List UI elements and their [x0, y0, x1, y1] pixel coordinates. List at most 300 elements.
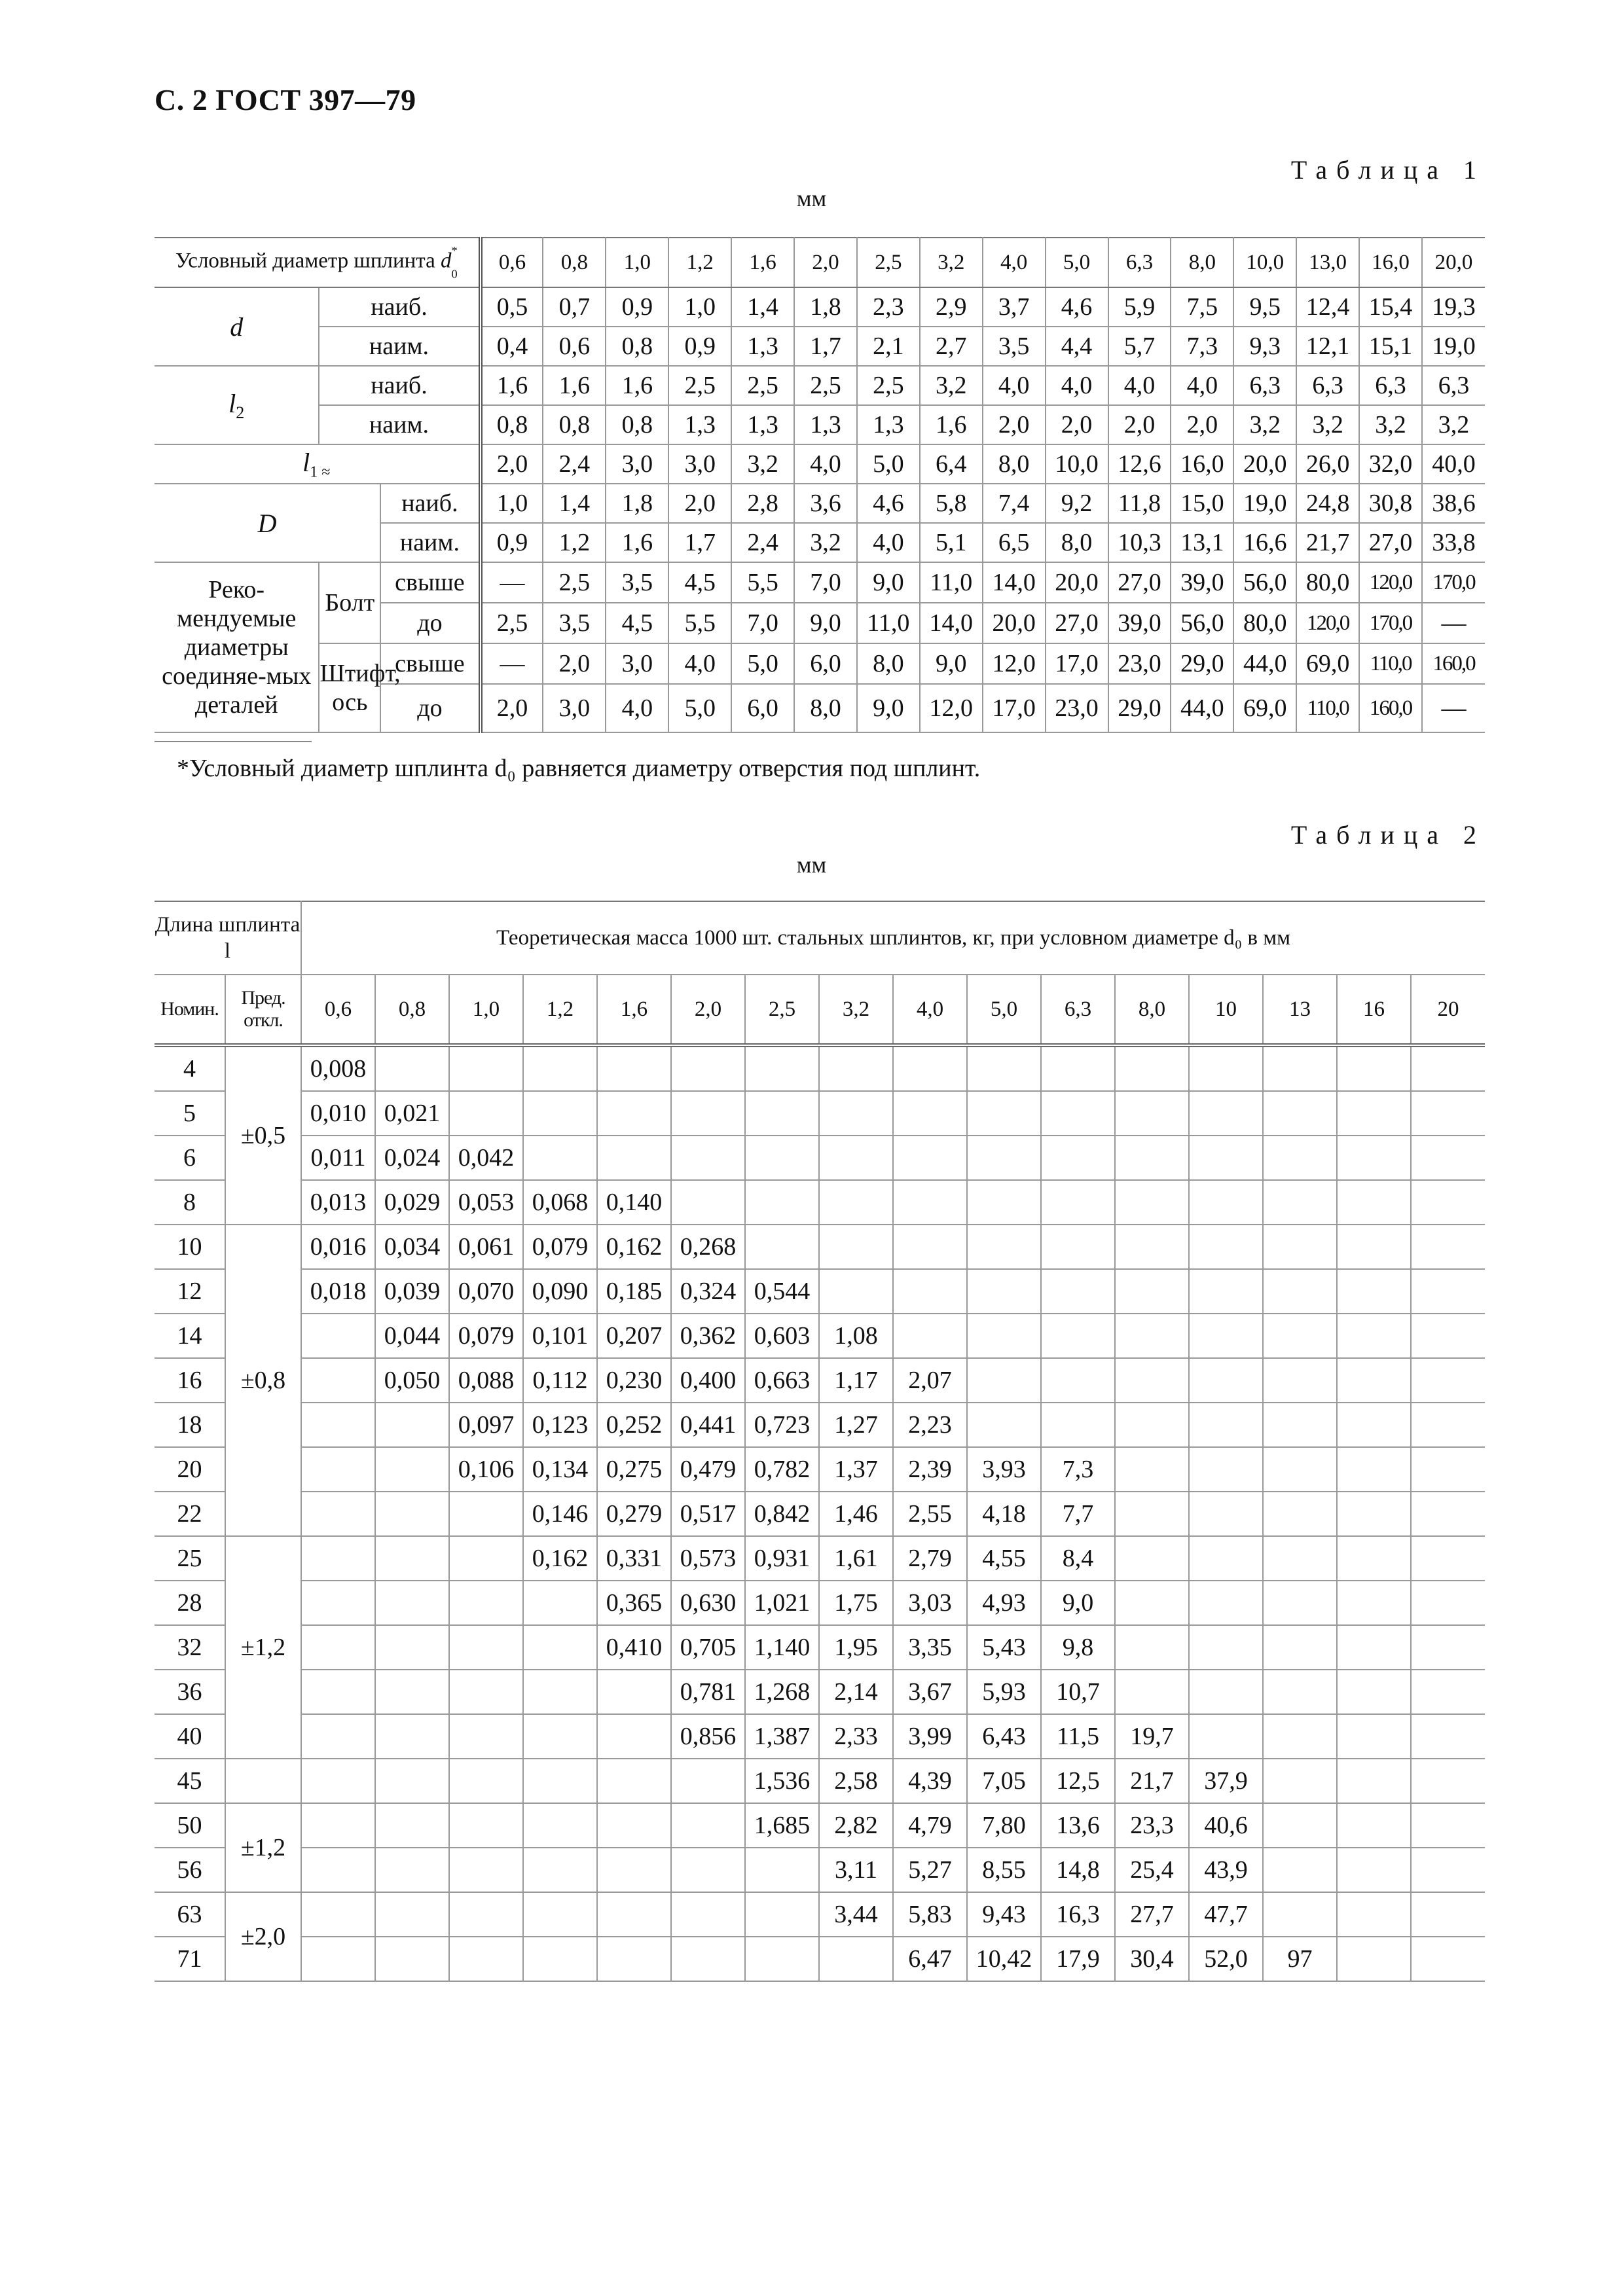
mass-value: [523, 1670, 597, 1714]
d-min-value: 0,4: [481, 327, 543, 366]
mass-value: [1337, 1045, 1411, 1091]
table2-caption: Таблица 2: [1290, 820, 1486, 850]
mass-value: [1115, 1314, 1189, 1358]
mass-value: [1189, 1045, 1263, 1091]
table-row: [155, 562, 1485, 603]
mass-value: 0,024: [375, 1136, 449, 1180]
mass-value: 0,061: [449, 1225, 523, 1269]
d-min-value: 15,1: [1359, 327, 1422, 366]
mass-value: 0,842: [745, 1492, 819, 1536]
l2-max-value: 6,3: [1233, 366, 1296, 405]
to-label: до: [380, 603, 480, 643]
d-min-value: 1,3: [731, 327, 794, 366]
mass-value: 7,05: [967, 1759, 1041, 1803]
mass-value: 0,544: [745, 1269, 819, 1314]
l2-max-value: 4,0: [983, 366, 1046, 405]
mass-value: [819, 1136, 893, 1180]
mass-value: [1411, 1803, 1485, 1848]
mass-value: [1337, 1180, 1411, 1225]
D-max-value: 2,8: [731, 484, 794, 523]
diameter-header-cell: 1,6: [731, 238, 794, 287]
mass-value: [1115, 1045, 1189, 1091]
mass-value: [375, 1670, 449, 1714]
D-min-value: 1,7: [668, 523, 731, 562]
pin-to-value: 17,0: [983, 684, 1046, 732]
pin-to-value: 29,0: [1108, 684, 1171, 732]
mass-value: [597, 1892, 671, 1937]
mass-value: [1189, 1403, 1263, 1447]
mass-value: [1115, 1447, 1189, 1492]
mass-value: [1411, 1447, 1485, 1492]
pin-to-value: 12,0: [920, 684, 983, 732]
mass-value: 0,044: [375, 1314, 449, 1358]
mass-value: 2,82: [819, 1803, 893, 1848]
pin-over-value: 6,0: [794, 643, 857, 684]
mass-value: 2,39: [893, 1447, 967, 1492]
D-min-value: 33,8: [1422, 523, 1485, 562]
mass-value: 4,18: [967, 1492, 1041, 1536]
mass-value: [301, 1314, 375, 1358]
mass-value: 0,029: [375, 1180, 449, 1225]
mass-value: 0,097: [449, 1403, 523, 1447]
mass-value: [1337, 1937, 1411, 1981]
length-value: 25: [155, 1536, 225, 1581]
mass-value: [1337, 1314, 1411, 1358]
d-max-value: 3,7: [983, 287, 1046, 327]
diameter-header-cell: 13: [1263, 975, 1337, 1045]
mass-value: 8,55: [967, 1848, 1041, 1892]
mass-value: [745, 1937, 819, 1981]
mass-value: 6,47: [893, 1937, 967, 1981]
mass-value: 52,0: [1189, 1937, 1263, 1981]
l2-max-value: 1,6: [543, 366, 606, 405]
mass-value: 3,99: [893, 1714, 967, 1759]
mass-value: [1411, 1536, 1485, 1581]
pin-to-value: —: [1422, 684, 1485, 732]
mass-value: [523, 1714, 597, 1759]
mass-value: [449, 1937, 523, 1981]
mass-value: [1189, 1225, 1263, 1269]
mass-value: [893, 1136, 967, 1180]
pin-over-value: 69,0: [1296, 643, 1359, 684]
mass-value: [1337, 1358, 1411, 1403]
table-row: [155, 1803, 1485, 1848]
mass-value: [1411, 1269, 1485, 1314]
d-max-value: 0,5: [481, 287, 543, 327]
mass-value: [1115, 1403, 1189, 1447]
mass-value: [893, 1045, 967, 1091]
D-max-value: 2,0: [668, 484, 731, 523]
mass-value: [375, 1848, 449, 1892]
bolt-over-value: —: [481, 562, 543, 603]
table-row: [155, 1581, 1485, 1625]
diameter-header-cell: 0,8: [375, 975, 449, 1045]
d-min-value: 12,1: [1296, 327, 1359, 366]
l1-value: 16,0: [1171, 444, 1233, 484]
mass-value: 10,7: [1041, 1670, 1115, 1714]
bolt-label: Болт: [319, 562, 380, 643]
table-row: [155, 1759, 1485, 1803]
mass-value: [1337, 1536, 1411, 1581]
mass-value: 0,782: [745, 1447, 819, 1492]
D-max-value: 5,8: [920, 484, 983, 523]
bolt-over-value: 5,5: [731, 562, 794, 603]
mass-value: 2,07: [893, 1358, 967, 1403]
D-max-value: 24,8: [1296, 484, 1359, 523]
mass-value: 5,27: [893, 1848, 967, 1892]
length-value: 71: [155, 1937, 225, 1981]
mass-value: [375, 1045, 449, 1091]
table-row: [155, 1403, 1485, 1447]
mass-value: 0,331: [597, 1536, 671, 1581]
bolt-over-value: 120,0: [1359, 562, 1422, 603]
mass-value: [967, 1091, 1041, 1136]
mass-value: 0,252: [597, 1403, 671, 1447]
l2-max-value: 2,5: [668, 366, 731, 405]
mass-value: [375, 1403, 449, 1447]
tolerance-header: Пред. откл.: [225, 975, 301, 1045]
mass-value: [893, 1225, 967, 1269]
tolerance-value: ±0,5: [225, 1045, 301, 1225]
length-value: 12: [155, 1269, 225, 1314]
l1-value: 3,0: [668, 444, 731, 484]
mass-value: 6,43: [967, 1714, 1041, 1759]
l2-min-value: 2,0: [1046, 405, 1108, 444]
diameter-header-cell: 0,6: [301, 975, 375, 1045]
bolt-over-value: 20,0: [1046, 562, 1108, 603]
D-min-value: 27,0: [1359, 523, 1422, 562]
max-label: наиб.: [380, 484, 480, 523]
d-min-value: 2,7: [920, 327, 983, 366]
mass-value: [1337, 1447, 1411, 1492]
mass-value: 3,44: [819, 1892, 893, 1937]
mass-value: [597, 1670, 671, 1714]
l2-max-value: 3,2: [920, 366, 983, 405]
D-max-value: 4,6: [857, 484, 920, 523]
mass-value: [597, 1759, 671, 1803]
mass-value: 0,123: [523, 1403, 597, 1447]
table1-unit: мм: [796, 185, 827, 211]
D-min-value: 6,5: [983, 523, 1046, 562]
mass-value: 0,021: [375, 1091, 449, 1136]
mass-value: [301, 1937, 375, 1981]
diameter-header-cell: 13,0: [1296, 238, 1359, 287]
mass-value: [523, 1848, 597, 1892]
d-min-value: 5,7: [1108, 327, 1171, 366]
mass-value: [1115, 1091, 1189, 1136]
mass-value: 14,8: [1041, 1848, 1115, 1892]
D-max-value: 19,0: [1233, 484, 1296, 523]
diameter-header-cell: 0,8: [543, 238, 606, 287]
mass-value: 37,9: [1189, 1759, 1263, 1803]
bolt-to-value: 3,5: [543, 603, 606, 643]
pin-to-value: 3,0: [543, 684, 606, 732]
mass-value: [1263, 1180, 1337, 1225]
d-max-value: 0,7: [543, 287, 606, 327]
mass-value: 10,42: [967, 1937, 1041, 1981]
table2-unit: мм: [796, 852, 827, 878]
mass-value: 2,14: [819, 1670, 893, 1714]
D-max-value: 1,4: [543, 484, 606, 523]
pin-to-value: 6,0: [731, 684, 794, 732]
diameter-header-cell: 3,2: [819, 975, 893, 1045]
mass-value: [1337, 1803, 1411, 1848]
mass-value: [1337, 1269, 1411, 1314]
d-max-value: 4,6: [1046, 287, 1108, 327]
mass-value: 16,3: [1041, 1892, 1115, 1937]
mass-value: 0,400: [671, 1358, 745, 1403]
diameter-header-cell: 20,0: [1422, 238, 1485, 287]
length-value: 10: [155, 1225, 225, 1269]
mass-value: [1411, 1358, 1485, 1403]
table-row: [155, 1358, 1485, 1403]
l1-value: 2,4: [543, 444, 606, 484]
mass-value: [1041, 1091, 1115, 1136]
l1-value: 10,0: [1046, 444, 1108, 484]
mass-value: [1411, 1892, 1485, 1937]
table-row: [155, 1848, 1485, 1892]
mass-value: 0,441: [671, 1403, 745, 1447]
over-label: свыше: [380, 562, 480, 603]
table1-header-row: [155, 238, 1485, 287]
max-label: наиб.: [319, 287, 480, 327]
mass-value: 0,268: [671, 1225, 745, 1269]
pin-over-value: 29,0: [1171, 643, 1233, 684]
mass-value: 1,95: [819, 1625, 893, 1670]
mass-value: 0,088: [449, 1358, 523, 1403]
l2-max-value: 4,0: [1108, 366, 1171, 405]
mass-value: [1263, 1225, 1337, 1269]
mass-value: 0,185: [597, 1269, 671, 1314]
mass-value: [819, 1045, 893, 1091]
mass-value: 0,034: [375, 1225, 449, 1269]
d-max-value: 15,4: [1359, 287, 1422, 327]
mass-value: [1263, 1892, 1337, 1937]
mass-value: [1411, 1314, 1485, 1358]
mass-value: [375, 1714, 449, 1759]
diameter-header-cell: 2,0: [671, 975, 745, 1045]
mass-value: 1,140: [745, 1625, 819, 1670]
length-value: 22: [155, 1492, 225, 1536]
mass-value: [1041, 1314, 1115, 1358]
mass-value: 27,7: [1115, 1892, 1189, 1937]
l1-value: 4,0: [794, 444, 857, 484]
mass-value: 7,80: [967, 1803, 1041, 1848]
mass-value: [1115, 1358, 1189, 1403]
table1-caption: Таблица 1: [1290, 155, 1486, 185]
max-label: наиб.: [319, 366, 480, 405]
mass-value: 11,5: [1041, 1714, 1115, 1759]
mass-value: [375, 1581, 449, 1625]
mass-value: 0,011: [301, 1136, 375, 1180]
table-row: [155, 405, 1485, 444]
mass-value: 5,43: [967, 1625, 1041, 1670]
pin-to-value: 4,0: [606, 684, 668, 732]
pin-to-value: 2,0: [481, 684, 543, 732]
mass-value: [1263, 1848, 1337, 1892]
d-min-value: 19,0: [1422, 327, 1485, 366]
bolt-to-value: 170,0: [1359, 603, 1422, 643]
l2-min-value: 1,6: [920, 405, 983, 444]
mass-value: [819, 1937, 893, 1981]
D-min-value: 10,3: [1108, 523, 1171, 562]
mass-value: 0,663: [745, 1358, 819, 1403]
mass-value: 0,573: [671, 1536, 745, 1581]
mass-value: 0,068: [523, 1180, 597, 1225]
mass-value: [1189, 1269, 1263, 1314]
D-label: D: [155, 484, 380, 562]
diameter-header-cell: 1,0: [606, 238, 668, 287]
diameter-header-cell: 1,0: [449, 975, 523, 1045]
mass-value: 0,042: [449, 1136, 523, 1180]
mass-value: 3,03: [893, 1581, 967, 1625]
mass-value: [1337, 1136, 1411, 1180]
mass-value: [745, 1136, 819, 1180]
diameter-header-cell: 6,3: [1108, 238, 1171, 287]
l2-max-value: 4,0: [1171, 366, 1233, 405]
mass-value: 3,67: [893, 1670, 967, 1714]
bolt-to-value: 27,0: [1046, 603, 1108, 643]
table-row: [155, 1492, 1485, 1536]
D-max-value: 9,2: [1046, 484, 1108, 523]
length-value: 14: [155, 1314, 225, 1358]
mass-value: 0,106: [449, 1447, 523, 1492]
mass-value: [745, 1180, 819, 1225]
mass-value: [1411, 1225, 1485, 1269]
mass-value: [1337, 1091, 1411, 1136]
mass-value: 1,46: [819, 1492, 893, 1536]
mass-value: 2,23: [893, 1403, 967, 1447]
l1-value: 8,0: [983, 444, 1046, 484]
mass-value: 4,39: [893, 1759, 967, 1803]
l2-max-value: 2,5: [857, 366, 920, 405]
pin-to-value: 69,0: [1233, 684, 1296, 732]
bolt-over-value: 170,0: [1422, 562, 1485, 603]
mass-value: [597, 1714, 671, 1759]
pin-over-value: 8,0: [857, 643, 920, 684]
bolt-over-value: 11,0: [920, 562, 983, 603]
mass-value: 13,6: [1041, 1803, 1115, 1848]
mass-value: [1263, 1358, 1337, 1403]
mass-value: [671, 1803, 745, 1848]
l2-min-value: 0,8: [481, 405, 543, 444]
mass-value: [1411, 1581, 1485, 1625]
bolt-over-value: 39,0: [1171, 562, 1233, 603]
diameter-header-cell: 6,3: [1041, 975, 1115, 1045]
mass-value: [449, 1536, 523, 1581]
length-value: 63: [155, 1892, 225, 1937]
pin-over-value: —: [481, 643, 543, 684]
mass-value: [1337, 1625, 1411, 1670]
bolt-to-value: 120,0: [1296, 603, 1359, 643]
l2-max-value: 2,5: [731, 366, 794, 405]
d-label: d: [155, 287, 319, 366]
mass-value: [449, 1492, 523, 1536]
mass-value: 1,17: [819, 1358, 893, 1403]
mass-value: [1263, 1136, 1337, 1180]
mass-value: [671, 1136, 745, 1180]
mass-value: [1337, 1225, 1411, 1269]
mass-value: [1189, 1447, 1263, 1492]
mass-value: [819, 1269, 893, 1314]
mass-value: [597, 1136, 671, 1180]
d-min-value: 4,4: [1046, 327, 1108, 366]
bolt-over-value: 14,0: [983, 562, 1046, 603]
mass-value: [1189, 1492, 1263, 1536]
bolt-to-value: 80,0: [1233, 603, 1296, 643]
mass-value: 0,207: [597, 1314, 671, 1358]
diameter-header-cell: 5,0: [1046, 238, 1108, 287]
mass-value: [301, 1492, 375, 1536]
mass-value: 0,146: [523, 1492, 597, 1536]
tolerance-value: ±1,2: [225, 1536, 301, 1759]
d-min-value: 0,8: [606, 327, 668, 366]
mass-value: [1189, 1714, 1263, 1759]
mass-value: 0,230: [597, 1358, 671, 1403]
mass-value: [449, 1759, 523, 1803]
mass-value: 47,7: [1189, 1892, 1263, 1937]
l2-min-value: 1,3: [668, 405, 731, 444]
mass-value: [523, 1759, 597, 1803]
table-row: [155, 1625, 1485, 1670]
bolt-to-value: 56,0: [1171, 603, 1233, 643]
mass-value: [1189, 1136, 1263, 1180]
mass-value: 30,4: [1115, 1937, 1189, 1981]
pin-over-value: 44,0: [1233, 643, 1296, 684]
mass-value: [1041, 1269, 1115, 1314]
pin-over-value: 5,0: [731, 643, 794, 684]
d-min-value: 0,6: [543, 327, 606, 366]
mass-value: 2,33: [819, 1714, 893, 1759]
diameter-header-cell: 4,0: [893, 975, 967, 1045]
nominal-header: Номин.: [155, 975, 225, 1045]
mass-value: [1337, 1581, 1411, 1625]
d-max-value: 9,5: [1233, 287, 1296, 327]
l2-min-value: 3,2: [1359, 405, 1422, 444]
mass-value: 0,079: [449, 1314, 523, 1358]
mass-value: [449, 1848, 523, 1892]
D-min-value: 3,2: [794, 523, 857, 562]
mass-value: 19,7: [1115, 1714, 1189, 1759]
mass-value: 12,5: [1041, 1759, 1115, 1803]
table-row: [155, 287, 1485, 327]
table-row: [155, 327, 1485, 366]
mass-value: 9,8: [1041, 1625, 1115, 1670]
mass-value: [301, 1625, 375, 1670]
d-max-value: 1,4: [731, 287, 794, 327]
mass-value: [671, 1892, 745, 1937]
l2-min-value: 1,3: [731, 405, 794, 444]
D-min-value: 16,6: [1233, 523, 1296, 562]
table-row: [155, 1892, 1485, 1937]
tolerance-value: ±2,0: [225, 1892, 301, 1981]
d-max-value: 12,4: [1296, 287, 1359, 327]
D-max-value: 3,6: [794, 484, 857, 523]
l1-value: 26,0: [1296, 444, 1359, 484]
D-max-value: 30,8: [1359, 484, 1422, 523]
mass-value: [1337, 1670, 1411, 1714]
mass-value: [1263, 1536, 1337, 1581]
mass-value: 7,3: [1041, 1447, 1115, 1492]
pin-over-value: 17,0: [1046, 643, 1108, 684]
d-max-value: 5,9: [1108, 287, 1171, 327]
mass-value: 5,83: [893, 1892, 967, 1937]
footnote: *Условный диаметр шплинта d₀ равняется диаметру отверстия под шплинт.: [177, 755, 981, 782]
mass-value: [1041, 1045, 1115, 1091]
pin-over-value: 2,0: [543, 643, 606, 684]
D-max-value: 38,6: [1422, 484, 1485, 523]
mass-value: [301, 1670, 375, 1714]
